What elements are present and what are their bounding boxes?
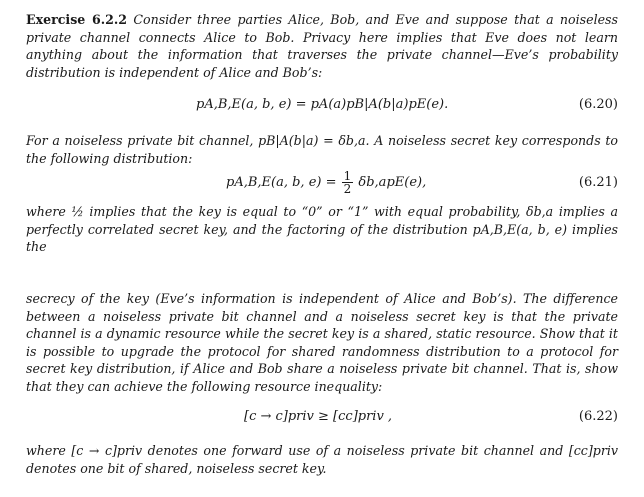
equation-6-20-body: pA,B,E(a, b, e) = pA(a)pB|A(b|a)pE(e).	[196, 97, 449, 112]
equation-6-21-rhs: δb,apE(e),	[358, 175, 427, 190]
equation-6-21	[26, 170, 618, 196]
where-half-paragraph: where ½ implies that the key is equal to “0” or “1” with equal probability, δb,a implies a perfectly correlated secret key, and the factoring of the distribution pA,B,E(a, b, e) implies the	[26, 204, 618, 255]
equation-6-21-number: (6.21)	[578, 175, 618, 190]
final-where-paragraph: where [c → c]priv denotes one forward use of a noiseless private bit channel and [cc]priv denotes one bit of shared, noiseless secret key.	[26, 443, 618, 476]
equation-6-21-body	[226, 170, 426, 196]
exercise-intro-paragraph	[26, 11, 618, 81]
exercise-label: Exercise 6.2.2	[26, 12, 128, 27]
secrecy-paragraph: secrecy of the key (Eve’s information is independent of Alice and Bob’s). The difference between a noiseless private bit channel and a noiseless secret key is that the private channel is a dynamic resource while the secret key is a shared, static resource. Show that it is possible to upgrade the protocol for shared randomness distribution to a protocol for secret key distribution, if Alice and Bob share a noiseless private bit channel. That is, show that they can achieve the following resource inequality:	[26, 291, 618, 394]
exercise-intro-text: Consider three parties Alice, Bob, and Eve and suppose that a noiseless private channel connects Alice to Bob. Privacy here implies that Eve does not learn anything about the information that traverses the private channel—Eve’s probability distribution is independent of Alice and Bob’s:	[26, 12, 618, 80]
equation-6-22-number: (6.22)	[578, 409, 618, 424]
noiseless-channel-paragraph: For a noiseless private bit channel, pB|A(b|a) = δb,a. A noiseless secret key corresponds to the following distribution:	[26, 133, 618, 166]
one-half-fraction	[342, 170, 354, 195]
fraction-numerator: 1	[343, 169, 352, 183]
fraction-denominator: 2	[343, 182, 352, 196]
equation-6-22	[26, 406, 618, 428]
equation-6-20	[26, 94, 618, 116]
equation-6-21-lhs: pA,B,E(a, b, e) =	[226, 175, 337, 190]
equation-6-20-number: (6.20)	[578, 97, 618, 112]
equation-6-22-body: [c → c]priv ≥ [cc]priv ,	[244, 409, 393, 424]
